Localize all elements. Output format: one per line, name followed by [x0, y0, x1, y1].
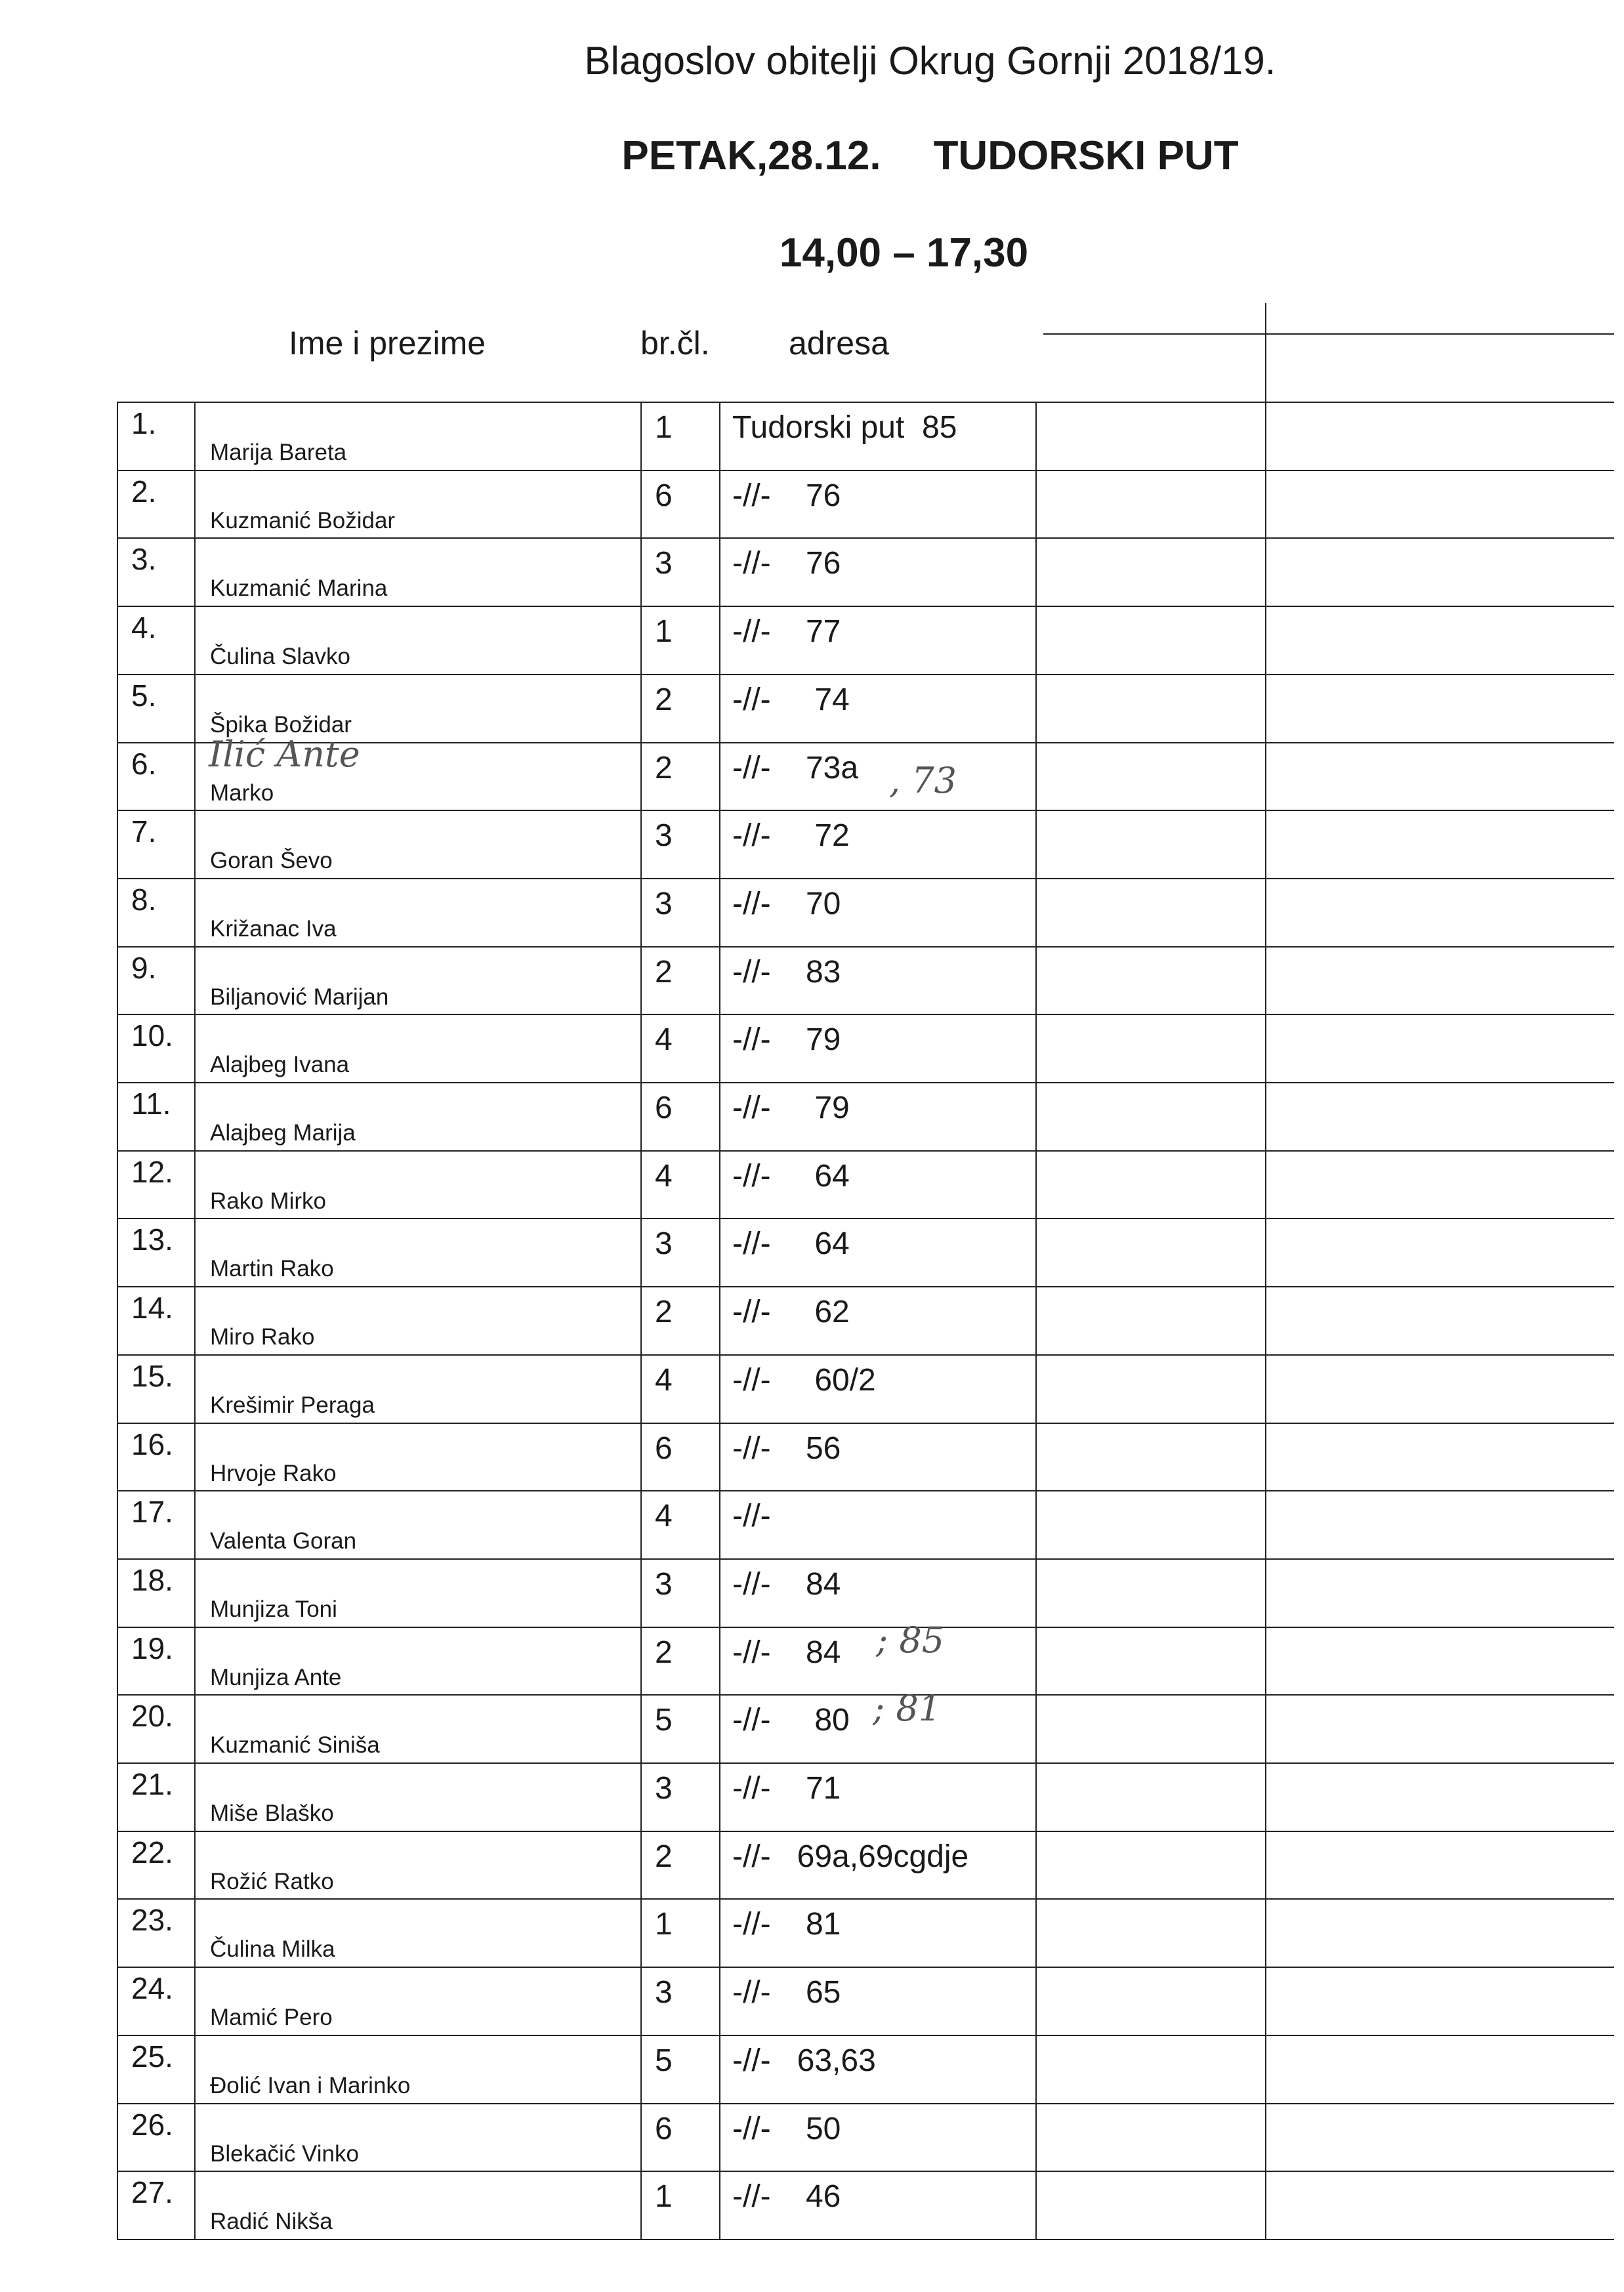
member-count: 4 — [655, 1499, 673, 1534]
row-number: 5. — [131, 678, 157, 713]
row-number: 7. — [131, 814, 157, 849]
address: -//- 83 — [732, 954, 841, 990]
row-number: 10. — [131, 1018, 173, 1053]
table-row — [0, 1967, 1624, 2034]
row-number: 14. — [131, 1291, 173, 1325]
family-name: Martin Rako — [210, 1256, 334, 1282]
table-row — [0, 402, 1624, 469]
row-number: 2. — [131, 474, 157, 509]
member-count: 6 — [655, 2111, 673, 2146]
row-number: 19. — [131, 1631, 173, 1665]
row-number: 8. — [131, 882, 157, 917]
table-row — [0, 878, 1624, 946]
family-name: Munjiza Ante — [210, 1664, 342, 1690]
member-count: 1 — [655, 614, 673, 650]
member-count: 4 — [655, 1022, 673, 1058]
address: -//- — [732, 1499, 771, 1534]
member-count: 6 — [655, 1430, 673, 1466]
member-count: 3 — [655, 886, 673, 921]
address: -//- 64 — [732, 1158, 850, 1194]
member-count: 5 — [655, 1703, 673, 1738]
family-name: Marija Bareta — [210, 440, 347, 465]
address: -//- 63,63 — [732, 2043, 876, 2078]
table-row — [0, 606, 1624, 673]
row-number: 18. — [131, 1562, 173, 1597]
document-subtitle — [118, 133, 1624, 179]
row-number: 26. — [131, 2107, 173, 2142]
family-name: Kuzmanić Marina — [210, 575, 388, 602]
table-row — [0, 1218, 1624, 1285]
table-row — [0, 674, 1624, 741]
table-row — [0, 1014, 1624, 1081]
table-row — [0, 2171, 1624, 2238]
member-count: 2 — [655, 1635, 673, 1670]
address: -//- 84 — [732, 1566, 841, 1602]
row-number: 25. — [131, 2039, 173, 2073]
member-count: 2 — [655, 682, 673, 717]
handwritten-name-correction: Ilić Ante — [209, 734, 360, 775]
family-name: Rako Mirko — [210, 1188, 326, 1214]
table-row — [0, 810, 1624, 877]
table-row — [0, 1694, 1624, 1762]
address: -//- 46 — [732, 2179, 841, 2215]
header-count: br.čl. — [640, 325, 710, 362]
table-row — [0, 1898, 1624, 1966]
family-name: Mamić Pero — [210, 2005, 333, 2031]
row-number: 6. — [131, 746, 157, 781]
handwritten-address-correction: ; 81 — [873, 1688, 942, 1729]
time-range: 14,00 – 17,30 — [779, 230, 1029, 276]
row-number: 11. — [131, 1087, 171, 1121]
address: -//- 73a — [732, 750, 859, 785]
address: -//- 84 — [732, 1635, 841, 1670]
table-row — [0, 2035, 1624, 2102]
family-name: Alajbeg Ivana — [210, 1052, 350, 1078]
member-count: 3 — [655, 546, 673, 581]
family-name: Špika Božidar — [210, 711, 352, 738]
handwritten-address-correction: ; 85 — [876, 1619, 945, 1661]
row-number: 17. — [131, 1495, 173, 1530]
horizontal-rule — [1035, 2239, 1614, 2240]
header-address: adresa — [789, 325, 889, 362]
row-number: 23. — [131, 1903, 173, 1938]
member-count: 2 — [655, 750, 673, 785]
horizontal-rule — [117, 2239, 1035, 2240]
row-number: 12. — [131, 1154, 173, 1189]
address: -//- 72 — [732, 818, 850, 854]
table-row — [0, 1627, 1624, 1694]
address: -//- 80 — [732, 1703, 850, 1738]
address: -//- 50 — [732, 2111, 841, 2146]
family-name: Kuzmanić Božidar — [210, 507, 396, 533]
table-row — [0, 1082, 1624, 1150]
table-row — [0, 1831, 1624, 1898]
day-date: PETAK,28.12. — [621, 133, 881, 178]
row-number: 4. — [131, 610, 157, 645]
row-number: 13. — [131, 1222, 173, 1257]
row-number: 16. — [131, 1427, 173, 1461]
address: -//- 65 — [732, 1975, 841, 2011]
table-row — [0, 1150, 1624, 1218]
row-number: 27. — [131, 2175, 173, 2210]
address: -//- 74 — [732, 682, 850, 717]
family-name: Kuzmanić Siniša — [210, 1732, 380, 1759]
address: -//- 77 — [732, 614, 841, 650]
row-number: 1. — [131, 406, 157, 440]
member-count: 3 — [655, 1975, 673, 2011]
header-name: Ime i prezime — [289, 325, 486, 362]
member-count: 3 — [655, 1566, 673, 1602]
address: -//- 81 — [732, 1907, 841, 1942]
member-count: 4 — [655, 1158, 673, 1194]
family-name: Munjiza Toni — [210, 1596, 337, 1622]
address: -//- 56 — [732, 1430, 841, 1466]
family-name: Miro Rako — [210, 1324, 315, 1350]
table-row — [0, 946, 1624, 1014]
table-row — [0, 1762, 1624, 1830]
family-name: Alajbeg Marija — [210, 1120, 356, 1146]
family-name: Biljanović Marijan — [210, 984, 389, 1010]
family-name: Goran Ševo — [210, 848, 333, 874]
table-row — [0, 1286, 1624, 1354]
row-number: 3. — [131, 542, 157, 577]
family-name: Rožić Ratko — [210, 1868, 334, 1894]
family-name: Miše Blaško — [210, 1801, 334, 1826]
table-row — [0, 1354, 1624, 1422]
horizontal-rule — [1043, 333, 1614, 335]
member-count: 1 — [655, 1907, 673, 1942]
address: -//- 60/2 — [732, 1362, 876, 1398]
family-name: Križanac Iva — [210, 915, 337, 942]
family-name: Čulina Slavko — [210, 644, 350, 670]
address: -//- 69a,69cgdje — [732, 1839, 969, 1874]
address: -//- 64 — [732, 1226, 850, 1262]
member-count: 2 — [655, 1839, 673, 1874]
address: -//- 71 — [732, 1771, 841, 1806]
address: -//- 76 — [732, 478, 841, 513]
member-count: 1 — [655, 2179, 673, 2215]
family-name: Đolić Ivan i Marinko — [210, 2072, 411, 2098]
member-count: 3 — [655, 1226, 673, 1262]
row-number: 24. — [131, 1971, 173, 2006]
table-row — [0, 1423, 1624, 1490]
member-count: 4 — [655, 1362, 673, 1398]
family-name: Blekačić Vinko — [210, 2140, 359, 2167]
address: Tudorski put 85 — [732, 410, 957, 445]
member-count: 6 — [655, 478, 673, 513]
member-count: 1 — [655, 410, 673, 445]
address: -//- 70 — [732, 886, 841, 921]
member-count: 3 — [655, 818, 673, 854]
address: -//- 76 — [732, 546, 841, 581]
family-name: Hrvoje Rako — [210, 1460, 337, 1486]
address: -//- 79 — [732, 1022, 841, 1058]
row-number: 21. — [131, 1767, 173, 1801]
family-name: Marko — [210, 780, 274, 806]
handwritten-address-correction: , 73 — [889, 760, 957, 801]
family-name: Valenta Goran — [210, 1528, 357, 1554]
member-count: 2 — [655, 1295, 673, 1330]
address: -//- 79 — [732, 1091, 850, 1125]
table-row — [0, 1558, 1624, 1626]
table-row — [0, 537, 1624, 605]
member-count: 2 — [655, 954, 673, 990]
row-number: 15. — [131, 1358, 173, 1393]
family-name: Čulina Milka — [210, 1936, 335, 1963]
address: -//- 62 — [732, 1295, 850, 1330]
family-name: Krešimir Peraga — [210, 1392, 375, 1418]
document-title: Blagoslov obitelji Okrug Gornji 2018/19. — [584, 39, 1276, 83]
member-count: 5 — [655, 2043, 673, 2078]
street-name: TUDORSKI PUT — [933, 133, 1239, 178]
table-row — [0, 2103, 1624, 2171]
member-count: 3 — [655, 1771, 673, 1806]
row-number: 20. — [131, 1699, 173, 1734]
table-row — [0, 1490, 1624, 1558]
member-count: 6 — [655, 1091, 673, 1125]
family-name: Radić Nikša — [210, 2209, 333, 2235]
row-number: 9. — [131, 950, 157, 985]
row-number: 22. — [131, 1835, 173, 1869]
table-row — [0, 470, 1624, 537]
